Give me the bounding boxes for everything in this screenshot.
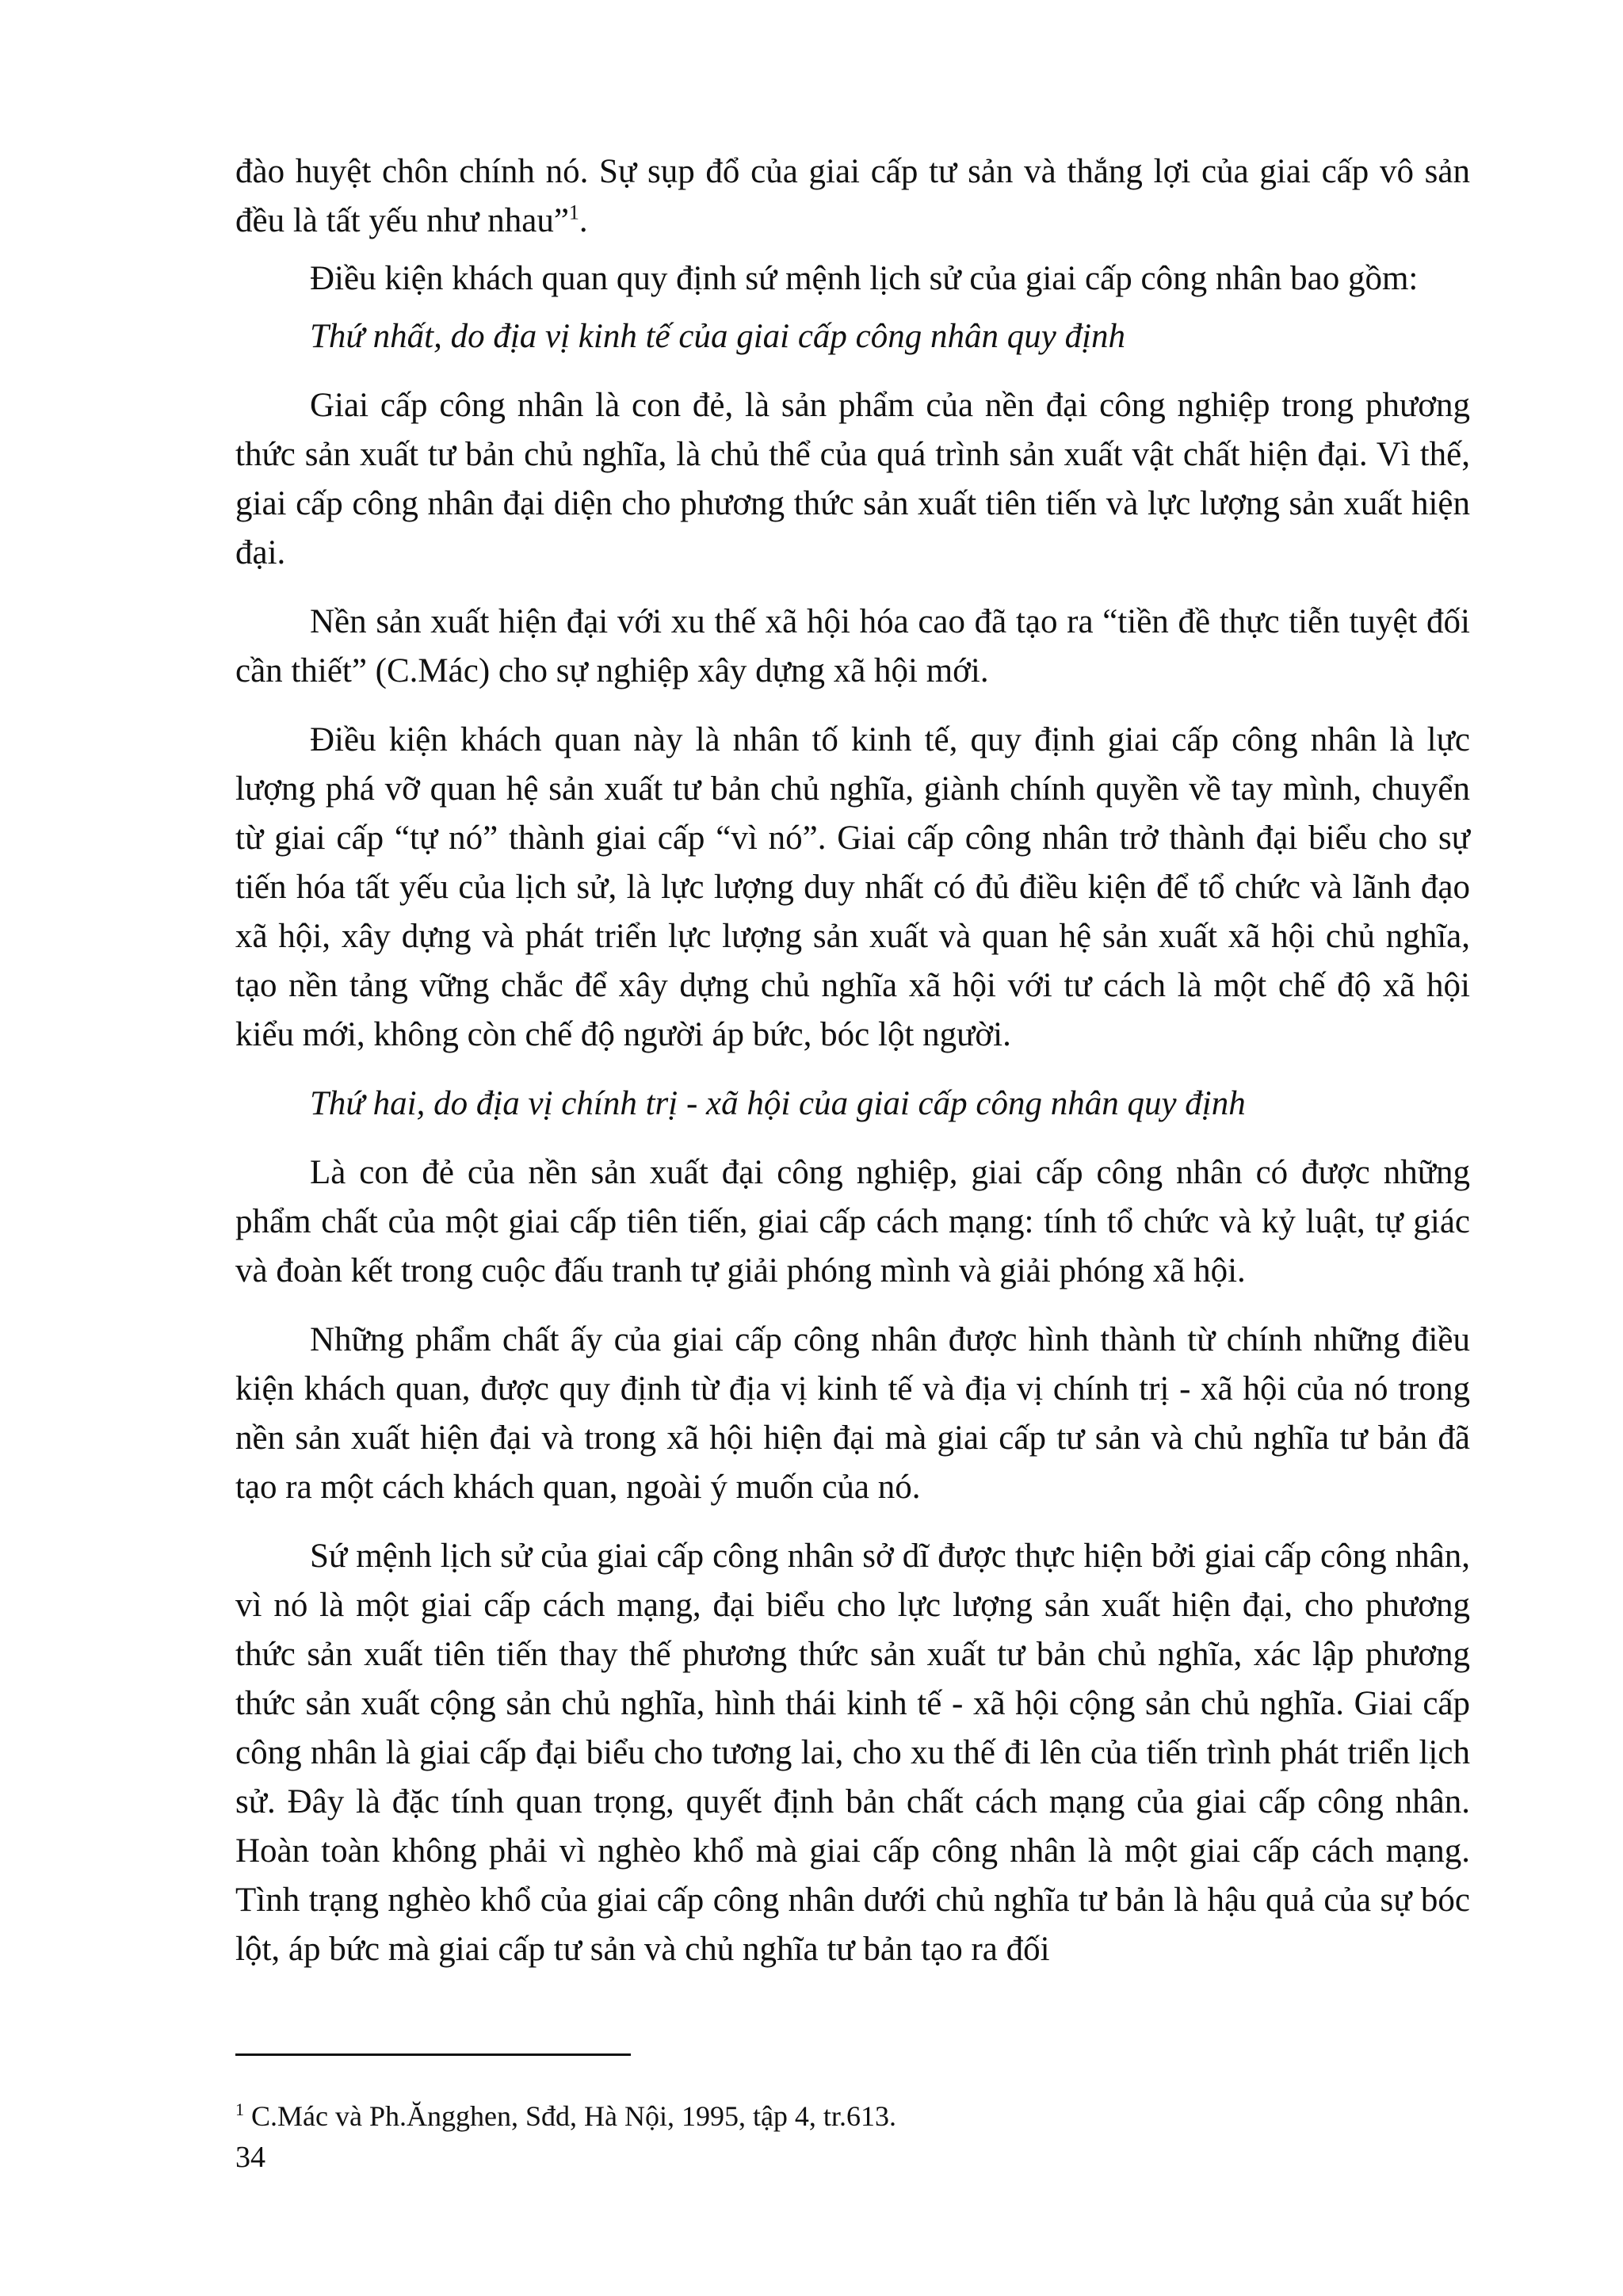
paragraph: Những phẩm chất ấy của giai cấp công nhân được hình thành từ chính những điều kiện khách quan, được quy định từ địa vị kinh tế và địa vị chính trị - xã hội của nó trong nền sản xuất hiện đại và trong xã hội hiện đại mà giai cấp tư sản và chủ nghĩa tư bản đã tạo ra một cách khách quan, ngoài ý muốn của nó. xyxy=(235,1321,1470,1506)
paragraph: Nền sản xuất hiện đại với xu thế xã hội hóa cao đã tạo ra “tiền đề thực tiễn tuyệt đối cần thiết” (C.Mác) cho sự nghiệp xây dựng xã hội mới. xyxy=(235,603,1470,690)
paragraph: Giai cấp công nhân là con đẻ, là sản phẩm của nền đại công nghiệp trong phương thức sản xuất tư bản chủ nghĩa, là chủ thể của quá trình sản xuất vật chất hiện đại. Vì thế, giai cấp công nhân đại diện cho phương thức sản xuất tiên tiến và lực lượng sản xuất hiện đại. xyxy=(235,387,1470,571)
body-text xyxy=(235,147,1470,1994)
paragraph-intro: Điều kiện khách quan quy định sứ mệnh lịch sử của giai cấp công nhân bao gồm: xyxy=(310,260,1419,297)
footnote xyxy=(235,2099,896,2134)
paragraph: Sứ mệnh lịch sử của giai cấp công nhân sở dĩ được thực hiện bởi giai cấp công nhân, vì nó là một giai cấp cách mạng, đại biểu cho lực lượng sản xuất hiện đại, cho phương thức sản xuất tiên tiến thay thế phương thức sản xuất tư bản chủ nghĩa, xác lập phương thức sản xuất cộng sản chủ nghĩa, hình thái kinh tế - xã hội cộng sản chủ nghĩa. Giai cấp công nhân là giai cấp đại biểu cho tương lai, cho xu thế đi lên của tiến trình phát triển lịch sử. Đây là đặc tính quan trọng, quyết định bản chất cách mạng của giai cấp công nhân. Hoàn toàn không phải vì nghèo khổ mà giai cấp công nhân là một giai cấp cách mạng. Tình trạng nghèo khổ của giai cấp công nhân dưới chủ nghĩa tư bản là hậu quả của sự bóc lột, áp bức mà giai cấp tư sản và chủ nghĩa tư bản tạo ra đối xyxy=(235,1538,1470,1968)
paragraph-text: đào huyệt chôn chính nó. Sự sụp đổ của giai cấp tư sản và thắng lợi của giai cấp vô sản đều là tất yếu như nhau” xyxy=(235,153,1470,239)
section-heading-second: Thứ hai, do địa vị chính trị - xã hội của giai cấp công nhân quy định xyxy=(310,1085,1246,1122)
paragraph: Điều kiện khách quan này là nhân tố kinh tế, quy định giai cấp công nhân là lực lượng phá vỡ quan hệ sản xuất tư bản chủ nghĩa, giành chính quyền về tay mình, chuyển từ giai cấp “tự nó” thành giai cấp “vì nó”. Giai cấp công nhân trở thành đại biểu cho sự tiến hóa tất yếu của lịch sử, là lực lượng duy nhất có đủ điều kiện để tổ chức và lãnh đạo xã hội, xây dựng và phát triển lực lượng sản xuất và quan hệ sản xuất xã hội chủ nghĩa, tạo nền tảng vững chắc để xây dựng chủ nghĩa xã hội với tư cách là một chế độ xã hội kiểu mới, không còn chế độ người áp bức, bóc lột người. xyxy=(235,721,1470,1053)
paragraph: Là con đẻ của nền sản xuất đại công nghiệp, giai cấp công nhân có được những phẩm chất của một giai cấp tiên tiến, giai cấp cách mạng: tính tổ chức và kỷ luật, tự giác và đoàn kết trong cuộc đấu tranh tự giải phóng mình và giải phóng xã hội. xyxy=(235,1154,1470,1289)
footnote-text: C.Mác và Ph.Ăngghen, Sđd, Hà Nội, 1995, tập 4, tr.613. xyxy=(244,2100,896,2132)
page-number: 34 xyxy=(235,2141,265,2174)
paragraph-end: . xyxy=(579,202,588,239)
footnote-divider xyxy=(235,2053,631,2056)
section-heading-first: Thứ nhất, do địa vị kinh tế của giai cấp công nhân quy định xyxy=(310,318,1126,355)
footnote-reference: 1 xyxy=(568,201,579,224)
paragraph-continuation xyxy=(235,147,1470,246)
footnote-marker: 1 xyxy=(235,2099,244,2119)
